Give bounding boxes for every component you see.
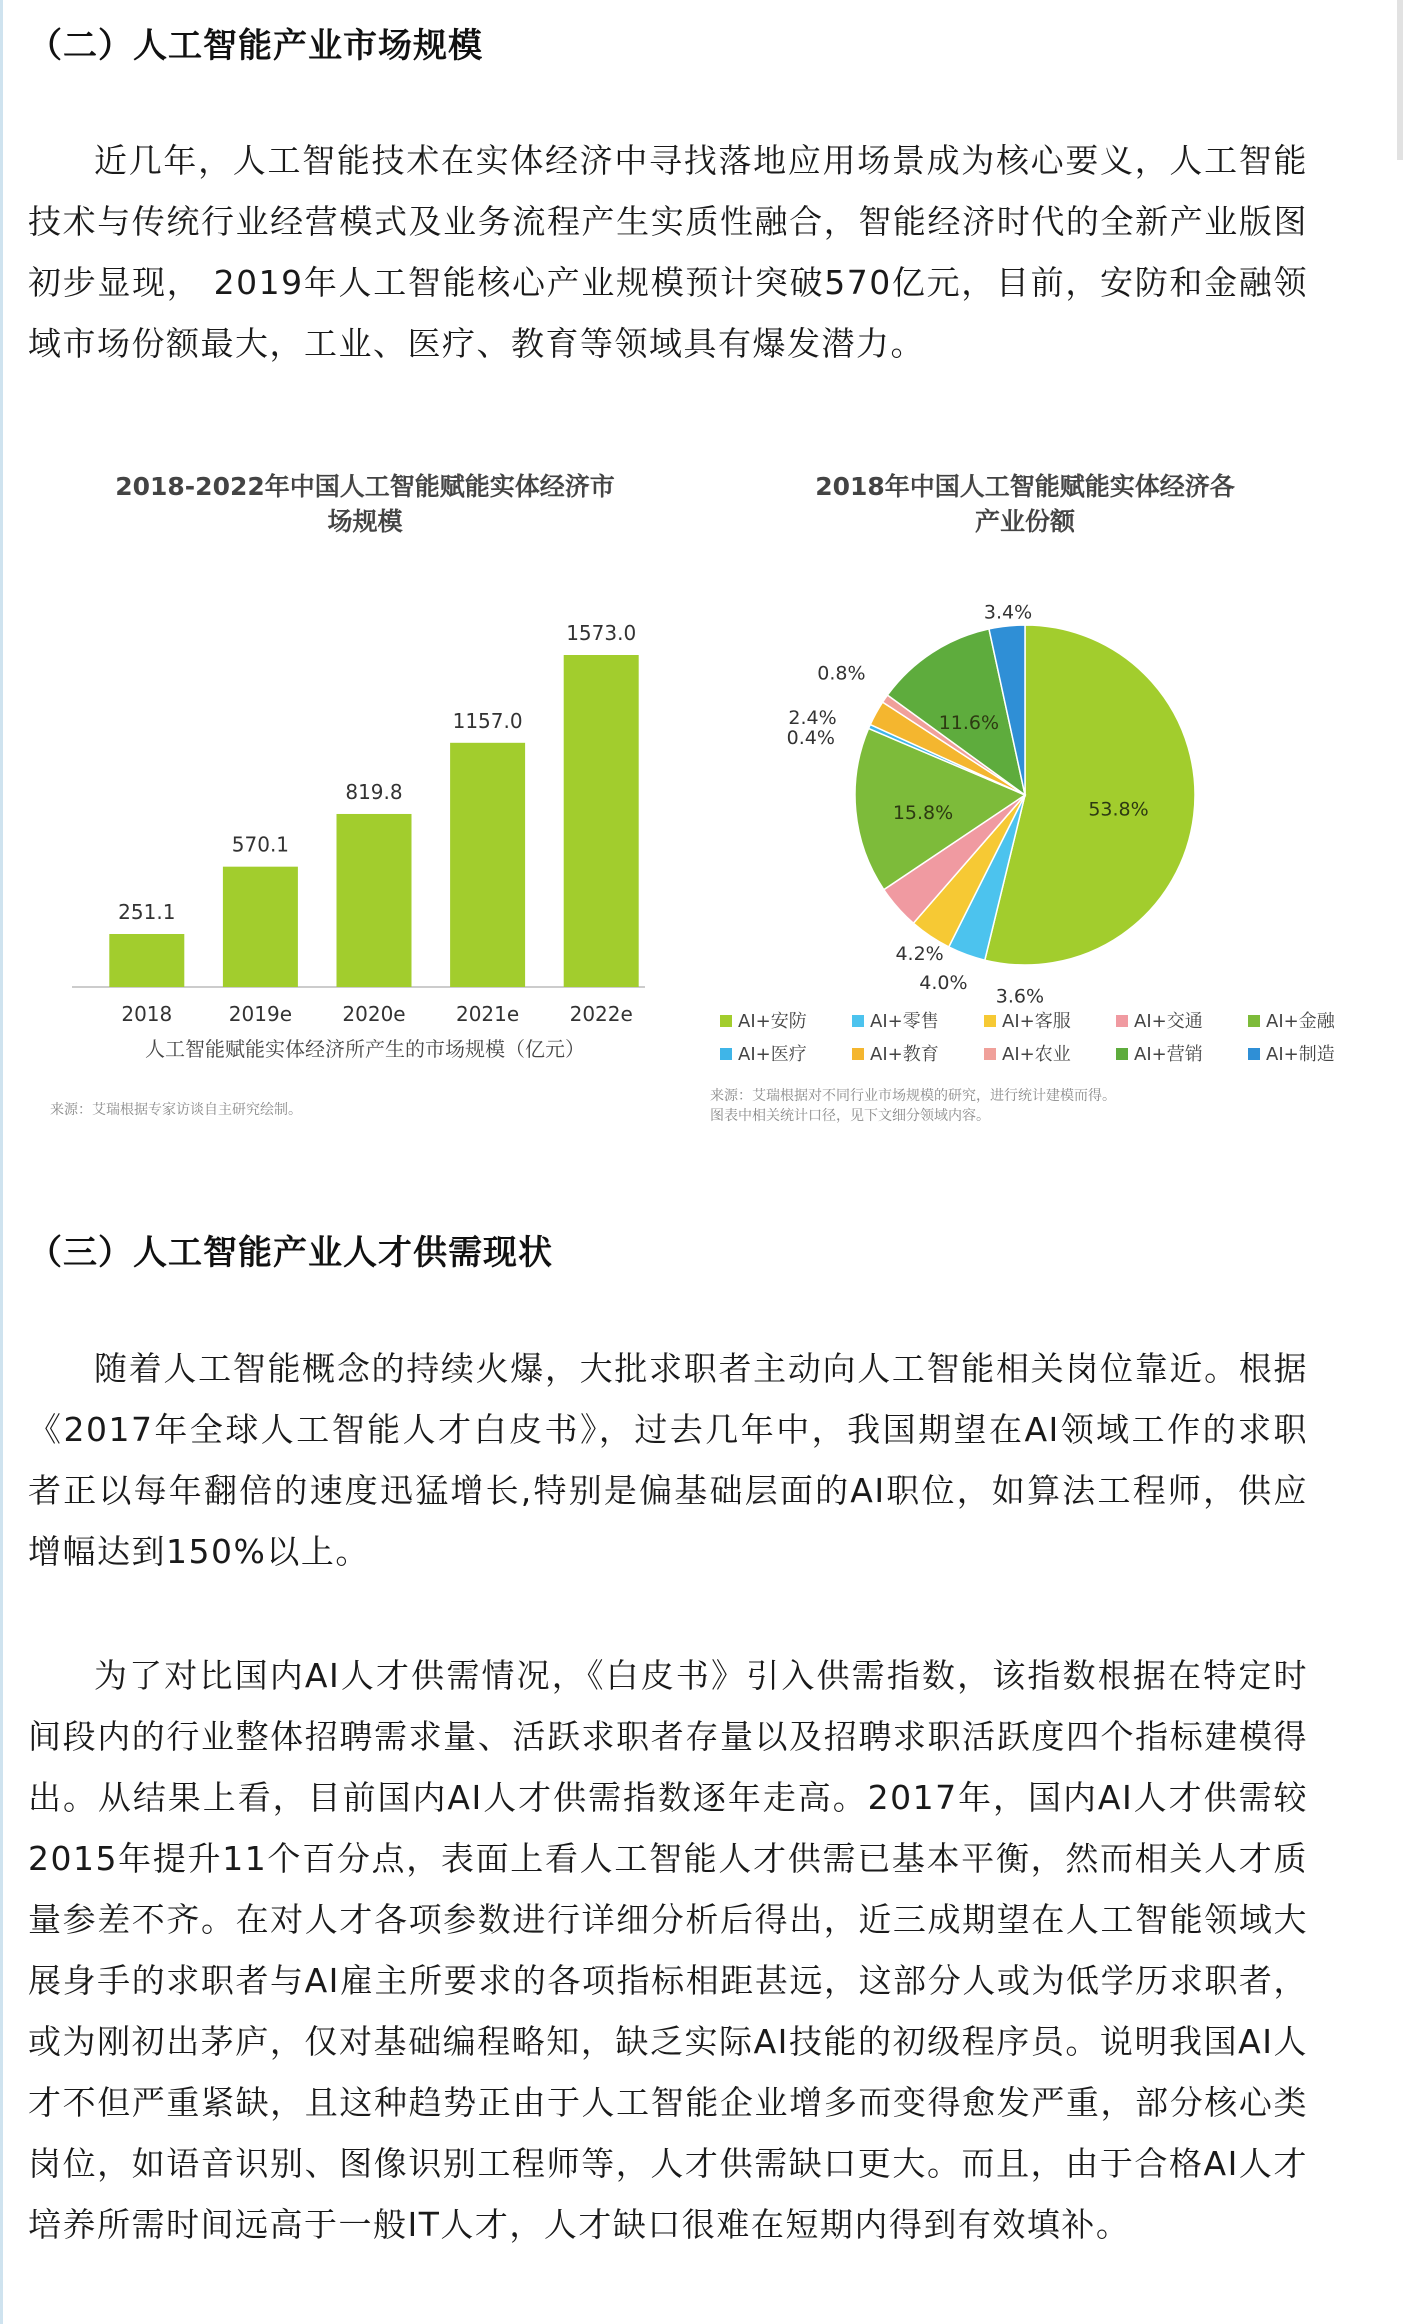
legend-label: AI+医疗: [738, 1044, 807, 1065]
legend-label: AI+农业: [1002, 1044, 1071, 1065]
chart-title-line: 产业份额: [974, 507, 1076, 536]
legend-label: AI+客服: [1002, 1011, 1071, 1032]
chart-title-line: 2018年中国人工智能赋能实体经济各: [815, 472, 1235, 501]
legend-label: AI+营销: [1134, 1044, 1203, 1065]
x-axis-label: 人工智能赋能实体经济所产生的市场规模（亿元）: [145, 1037, 585, 1061]
legend-swatch: [852, 1048, 864, 1060]
bar-value-label: 1573.0: [566, 621, 637, 645]
market-size-bar-chart: [40, 450, 660, 1118]
section3-paragraph-1: 随着人工智能概念的持续火爆，大批求职者主动向人工智能相关岗位靠近。根据《2017年全球人工智能人才白皮书》，过去几年中，我国期望在AI领域工作的求职者正以每年翻倍的速度迅猛增长,特别是偏基础层面的AI职位，如算法工程师，供应增幅达到150%以上。: [28, 1349, 1308, 1571]
left-border: [0, 0, 3, 2324]
slice-value-label: 4.0%: [919, 972, 968, 994]
section2-heading: （二）人工智能产业市场规模: [28, 26, 483, 66]
slice-value-label: 15.8%: [892, 802, 954, 824]
chart-source-line: 图表中相关统计口径，见下文细分领域内容。: [710, 1108, 990, 1124]
bar: [223, 867, 298, 987]
bar: [109, 934, 184, 987]
scrollbar[interactable]: [1397, 0, 1403, 160]
section3-heading: （三）人工智能产业人才供需现状: [28, 1233, 553, 1273]
legend-swatch: [1248, 1048, 1260, 1060]
section3-paragraph-2: 为了对比国内AI人才供需情况，《白皮书》引入供需指数，该指数根据在特定时间段内的行业整体招聘需求量、活跃求职者存量以及招聘求职活跃度四个指标建模得出。从结果上看，目前国内AI人才供需指数逐年走高。2017年，国内AI人才供需较2015年提升11个百分点，表面上看人工智能人才供需已基本平衡，然而相关人才质量参差不齐。在对人才各项参数进行详细分析后得出，近三成期望在人工智能领域大展身手的求职者与AI雇主所要求的各项指标相距甚远，这部分人或为低学历求职者，或为刚初出茅庐，仅对基础编程略知，缺乏实际AI技能的初级程序员。说明我国AI人才不但严重紧缺，且这种趋势正由于人工智能企业增多而变得愈发严重，部分核心类岗位，如语音识别、图像识别工程师等，人才供需缺口更大。而且，由于合格AI人才培养所需时间远高于一般IT人才，人才缺口很难在短期内得到有效填补。: [28, 1656, 1308, 2244]
bar: [564, 655, 639, 987]
legend-swatch: [984, 1048, 996, 1060]
legend-swatch: [1116, 1015, 1128, 1027]
bar-value-label: 1157.0: [452, 708, 523, 733]
legend-swatch: [984, 1015, 996, 1027]
legend-swatch: [1248, 1015, 1260, 1027]
legend-swatch: [720, 1048, 732, 1060]
bar-value-label: 251.1: [118, 900, 176, 925]
chart-title-line: 2018-2022年中国人工智能赋能实体经济市: [115, 472, 615, 501]
legend-label: AI+制造: [1266, 1044, 1335, 1065]
section2-paragraph: 近几年，人工智能技术在实体经济中寻找落地应用场景成为核心要义，人工智能技术与传统行业经营模式及业务流程产生实质性融合，智能经济时代的全新产业版图初步显现， 2019年人工智能核心产业规模预计突破570亿元，目前，安防和金融领域市场份额最大，工业、医疗、教育等领域具有爆发潜力。: [28, 141, 1308, 363]
slice-value-label: 0.8%: [817, 662, 866, 685]
slice-value-label: 3.6%: [995, 985, 1045, 1008]
slice-value-label: 3.4%: [983, 601, 1033, 624]
slice-value-label: 53.8%: [1088, 798, 1149, 821]
bar-value-label: 570.1: [231, 832, 290, 857]
legend-label: AI+交通: [1134, 1011, 1203, 1032]
legend-swatch: [852, 1015, 864, 1027]
x-tick-label: 2019e: [228, 1002, 293, 1026]
chart-source: 来源：艾瑞根据专家访谈自主研究绘制。: [50, 1102, 302, 1118]
legend-label: AI+金融: [1266, 1011, 1335, 1032]
chart-title-line: 场规模: [327, 507, 403, 536]
slice-value-label: 4.2%: [895, 943, 944, 966]
bar: [450, 743, 525, 987]
legend-swatch: [720, 1015, 732, 1027]
slice-value-label: 11.6%: [938, 711, 1000, 734]
x-tick-label: 2022e: [569, 1002, 633, 1026]
x-tick-label: 2020e: [342, 1002, 406, 1026]
legend-label: AI+教育: [870, 1044, 939, 1065]
chart-source-line: 来源：艾瑞根据对不同行业市场规模的研究，进行统计建模而得。: [710, 1088, 1116, 1104]
slice-value-label: 2.4%: [788, 706, 837, 729]
bar: [337, 814, 412, 987]
industry-share-pie-chart: [680, 450, 1400, 1124]
legend-swatch: [1116, 1048, 1128, 1060]
x-tick-label: 2021e: [455, 1002, 520, 1026]
bar-value-label: 819.8: [345, 779, 403, 804]
x-tick-label: 2018: [121, 1002, 173, 1026]
legend-label: AI+零售: [870, 1011, 939, 1032]
slice-value-label: 0.4%: [786, 727, 835, 750]
legend-label: AI+安防: [738, 1011, 807, 1032]
